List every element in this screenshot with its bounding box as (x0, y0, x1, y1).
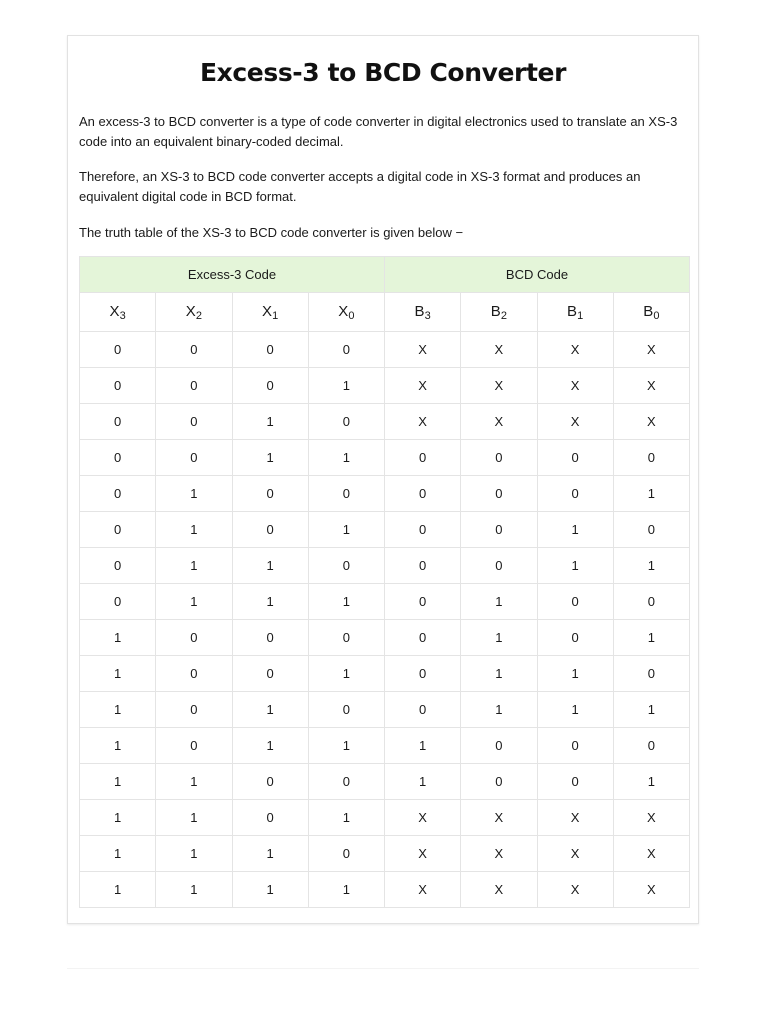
table-cell: 0 (80, 332, 156, 368)
table-cell: 1 (308, 512, 384, 548)
table-row (80, 440, 690, 476)
table-cell: 1 (232, 836, 308, 872)
table-cell: 0 (80, 584, 156, 620)
article-card (67, 35, 699, 924)
table-cell: 1 (461, 584, 537, 620)
table-cell: 1 (613, 764, 689, 800)
description-paragraph: Therefore, an XS-3 to BCD code converter accepts a digital code in XS-3 format and produces an equivalent digital code in BCD format. (79, 169, 641, 204)
table-cell: 0 (232, 512, 308, 548)
table-cell: 1 (537, 692, 613, 728)
table-cell: X (461, 836, 537, 872)
table-cell: 1 (308, 800, 384, 836)
intro-paragraph: An excess-3 to BCD converter is a type of code converter in digital electronics used to translate an XS-3 code into an equivalent binary-coded decimal. (79, 114, 678, 149)
table-cell: X (385, 404, 461, 440)
table-cell: 0 (613, 440, 689, 476)
table-cell: 0 (308, 764, 384, 800)
table-cell: 1 (156, 836, 232, 872)
table-row (80, 584, 690, 620)
table-cell: 1 (156, 476, 232, 512)
table-cell: 0 (308, 692, 384, 728)
table-cell: X (613, 332, 689, 368)
table-cell: 1 (232, 872, 308, 908)
table-cell: X (461, 332, 537, 368)
table-cell: 0 (308, 404, 384, 440)
table-cell: 1 (156, 872, 232, 908)
table-cell: 0 (385, 476, 461, 512)
table-cell: 1 (156, 764, 232, 800)
table-cell: 1 (308, 872, 384, 908)
table-cell: X (461, 872, 537, 908)
table-cell: 0 (385, 512, 461, 548)
table-cell: 0 (613, 512, 689, 548)
table-cell: 1 (80, 800, 156, 836)
table-cell: 0 (156, 368, 232, 404)
table-cell: 1 (80, 656, 156, 692)
column-header-b2: $B_2$ (461, 293, 537, 332)
truth-table-body (80, 332, 690, 908)
column-header-x2: $X_2$ (156, 293, 232, 332)
table-cell: 0 (385, 584, 461, 620)
table-cell: X (461, 368, 537, 404)
table-cell: 0 (537, 584, 613, 620)
table-cell: 0 (537, 476, 613, 512)
table-cell: 0 (308, 620, 384, 656)
bottom-divider (67, 968, 699, 969)
table-cell: 0 (385, 620, 461, 656)
table-cell: 1 (156, 548, 232, 584)
table-cell: X (385, 800, 461, 836)
table-cell: 1 (232, 440, 308, 476)
table-cell: 0 (461, 764, 537, 800)
table-cell: 1 (80, 836, 156, 872)
table-cell: 0 (461, 548, 537, 584)
table-cell: 0 (613, 584, 689, 620)
table-cell: 0 (537, 620, 613, 656)
truth-table (79, 256, 690, 908)
truth-table-intro: The truth table of the XS-3 to BCD code converter is given below − (79, 225, 464, 240)
table-cell: 0 (156, 692, 232, 728)
table-cell: 1 (308, 656, 384, 692)
table-cell: 1 (232, 548, 308, 584)
table-cell: 1 (461, 656, 537, 692)
table-cell: X (613, 836, 689, 872)
table-cell: 0 (232, 332, 308, 368)
table-cell: X (385, 332, 461, 368)
table-cell: X (537, 404, 613, 440)
table-cell: 1 (232, 728, 308, 764)
table-row (80, 620, 690, 656)
table-cell: 0 (308, 548, 384, 584)
table-cell: X (537, 872, 613, 908)
table-cell: X (385, 836, 461, 872)
table-cell: 1 (308, 440, 384, 476)
table-cell: 1 (613, 620, 689, 656)
table-cell: 0 (156, 656, 232, 692)
column-header-x1: $X_1$ (232, 293, 308, 332)
table-group-header-row (80, 257, 690, 293)
table-cell: X (537, 836, 613, 872)
table-row (80, 548, 690, 584)
table-cell: 1 (461, 692, 537, 728)
table-cell: 0 (537, 728, 613, 764)
table-cell: X (537, 800, 613, 836)
table-cell: X (461, 800, 537, 836)
table-cell: 1 (537, 548, 613, 584)
table-cell: 1 (613, 548, 689, 584)
table-cell: 0 (156, 332, 232, 368)
column-header-x3: $X_3$ (80, 293, 156, 332)
table-cell: 1 (80, 764, 156, 800)
table-row (80, 512, 690, 548)
table-cell: X (613, 404, 689, 440)
table-cell: 1 (308, 584, 384, 620)
table-cell: 0 (461, 476, 537, 512)
table-row (80, 764, 690, 800)
table-cell: 1 (232, 404, 308, 440)
table-cell: 0 (385, 656, 461, 692)
table-cell: X (385, 368, 461, 404)
table-row (80, 476, 690, 512)
table-cell: 0 (156, 728, 232, 764)
table-cell: 1 (80, 872, 156, 908)
table-cell: 1 (308, 368, 384, 404)
table-cell: 1 (613, 692, 689, 728)
table-row (80, 368, 690, 404)
table-cell: 1 (156, 584, 232, 620)
table-cell: 1 (537, 512, 613, 548)
table-cell: 0 (80, 440, 156, 476)
table-cell: 0 (385, 692, 461, 728)
table-row (80, 836, 690, 872)
table-row (80, 728, 690, 764)
table-cell: 0 (537, 764, 613, 800)
table-cell: 0 (156, 440, 232, 476)
table-cell: 1 (385, 728, 461, 764)
table-cell: 0 (461, 728, 537, 764)
table-cell: 1 (385, 764, 461, 800)
column-header-b1: $B_1$ (537, 293, 613, 332)
table-cell: 0 (232, 656, 308, 692)
table-cell: 1 (80, 620, 156, 656)
table-cell: 0 (232, 800, 308, 836)
table-cell: 1 (80, 692, 156, 728)
table-cell: X (537, 368, 613, 404)
table-cell: 0 (156, 620, 232, 656)
table-cell: 0 (232, 620, 308, 656)
group-header-bcd: BCD Code (385, 257, 690, 293)
table-row (80, 404, 690, 440)
group-header-excess3: Excess-3 Code (80, 257, 385, 293)
table-cell: 0 (308, 836, 384, 872)
table-row (80, 800, 690, 836)
table-cell: 0 (80, 476, 156, 512)
table-row (80, 692, 690, 728)
table-row (80, 872, 690, 908)
table-cell: 0 (232, 368, 308, 404)
table-cell: 0 (308, 476, 384, 512)
table-cell: 0 (385, 440, 461, 476)
table-cell: 1 (232, 584, 308, 620)
table-cell: 0 (156, 404, 232, 440)
table-cell: 1 (156, 512, 232, 548)
table-cell: 0 (80, 368, 156, 404)
table-cell: 1 (308, 728, 384, 764)
table-cell: 0 (308, 332, 384, 368)
column-header-b3: $B_3$ (385, 293, 461, 332)
table-cell: 1 (461, 620, 537, 656)
table-cell: 1 (537, 656, 613, 692)
table-cell: 0 (232, 476, 308, 512)
table-cell: X (537, 332, 613, 368)
table-cell: 1 (80, 728, 156, 764)
page-title: Excess-3 to BCD Converter (199, 58, 567, 87)
table-cell: X (385, 872, 461, 908)
table-cell: X (613, 800, 689, 836)
column-header-x0: $X_0$ (308, 293, 384, 332)
table-row (80, 332, 690, 368)
table-cell: 0 (537, 440, 613, 476)
table-cell: 0 (385, 548, 461, 584)
table-cell: 0 (80, 404, 156, 440)
table-cell: 0 (461, 512, 537, 548)
table-row (80, 656, 690, 692)
table-cell: 0 (461, 440, 537, 476)
table-cell: 0 (232, 764, 308, 800)
table-cell: X (613, 368, 689, 404)
table-cell: 0 (80, 548, 156, 584)
table-cell: X (461, 404, 537, 440)
column-header-b0: $B_0$ (613, 293, 689, 332)
table-cell: X (613, 872, 689, 908)
table-column-header-row (80, 293, 690, 332)
table-cell: 1 (232, 692, 308, 728)
table-cell: 1 (613, 476, 689, 512)
table-cell: 0 (613, 728, 689, 764)
table-cell: 0 (613, 656, 689, 692)
table-cell: 0 (80, 512, 156, 548)
table-cell: 1 (156, 800, 232, 836)
